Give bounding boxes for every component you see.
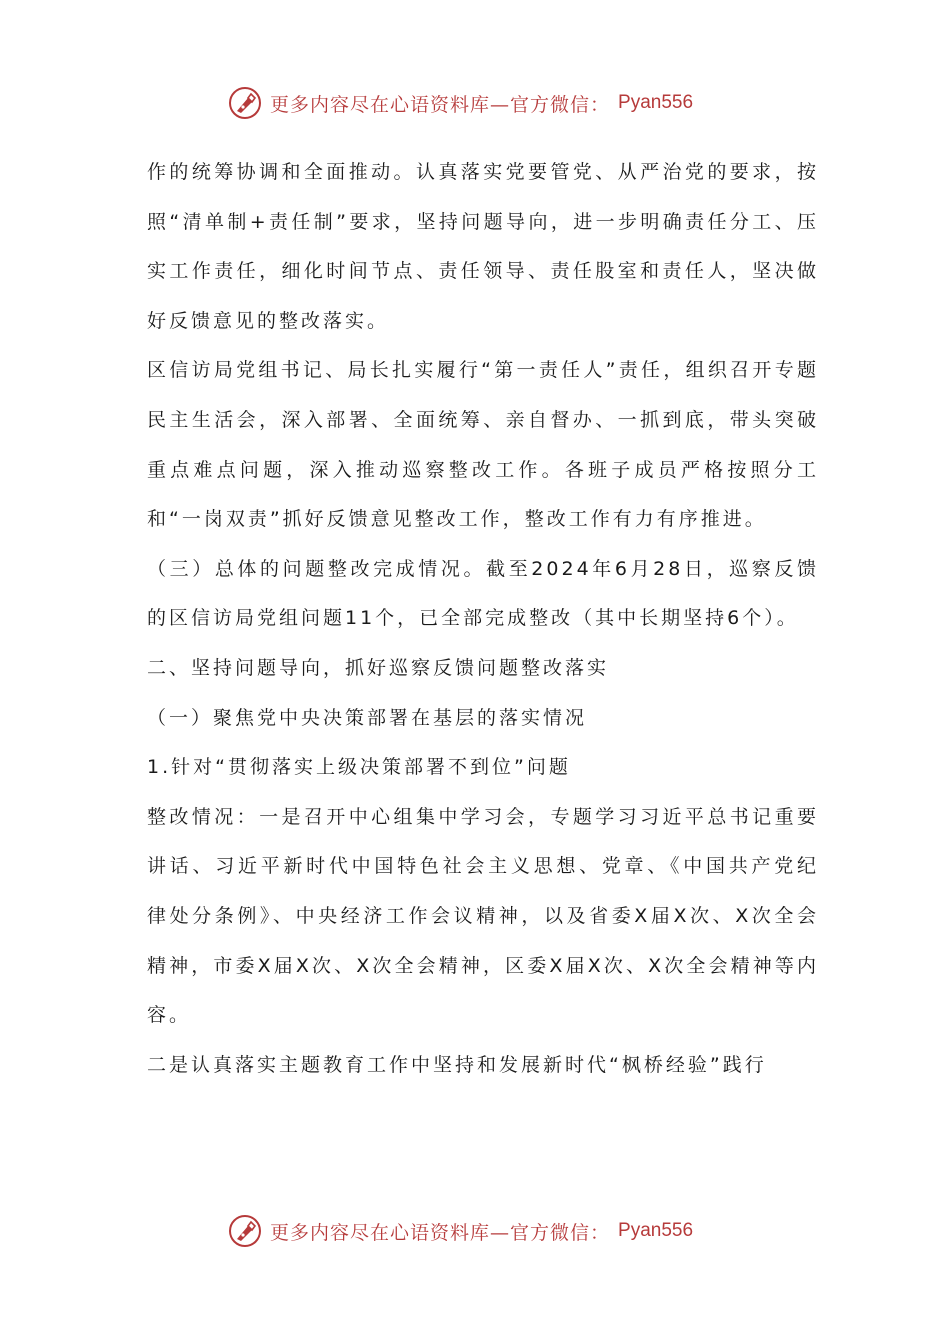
subsection-heading-1: （一）聚焦党中央决策部署在基层的落实情况	[147, 706, 588, 729]
paragraph-2: 区信访局党组书记、局长扎实履行“第一责任人”责任，组织召开专题民主生活会，深入部署、全面统筹、亲自督办、一抓到底，带头突破重点难点问题，深入推动巡察整改工作。各班子成员严格按照分工和“一岗双责”抓好反馈意见整改工作，整改工作有力有序推进。	[147, 359, 819, 531]
watermark-wechat-id: Pyan556	[618, 1220, 694, 1241]
paragraph-continued: 二是认真落实主题教育工作中坚持和发展新时代“枫桥经验”践行	[147, 1053, 767, 1076]
pen-nib-logo-icon	[228, 1214, 262, 1248]
paragraph-rectification: 整改情况：一是召开中心组集中学习会，专题学习习近平总书记重要讲话、习近平新时代中国特色社会主义思想、党章、《中国共产党纪律处分条例》、中央经济工作会议精神，以及省委X届X次、X次全会精神，市委X届X次、X次全会精神，区委X届X次、X次全会精神等内容。	[147, 805, 819, 1027]
watermark-wechat-id: Pyan556	[618, 92, 694, 113]
pen-nib-logo-icon	[228, 86, 262, 120]
watermark-text: 更多内容尽在心语资料库—官方微信：	[270, 93, 611, 116]
item-heading-1: 1.针对“贯彻落实上级决策部署不到位”问题	[147, 756, 571, 779]
paragraph-1: 作的统筹协调和全面推动。认真落实党要管党、从严治党的要求，按照“清单制+责任制”要求，坚持问题导向，进一步明确责任分工、压实工作责任，细化时间节点、责任领导、责任股室和责任人，坚决做好反馈意见的整改落实。	[147, 161, 819, 332]
footer-watermark	[228, 1209, 693, 1253]
header-watermark	[228, 81, 693, 125]
paragraph-3: （三）总体的问题整改完成情况。截至2024年6月28日，巡察反馈的区信访局党组问题11个，已全部完成整改（其中长期坚持6个）。	[147, 557, 819, 630]
document-body	[147, 148, 819, 1090]
section-heading-2: 二、坚持问题导向，抓好巡察反馈问题整改落实	[147, 656, 610, 679]
watermark-text: 更多内容尽在心语资料库—官方微信：	[270, 1221, 611, 1244]
